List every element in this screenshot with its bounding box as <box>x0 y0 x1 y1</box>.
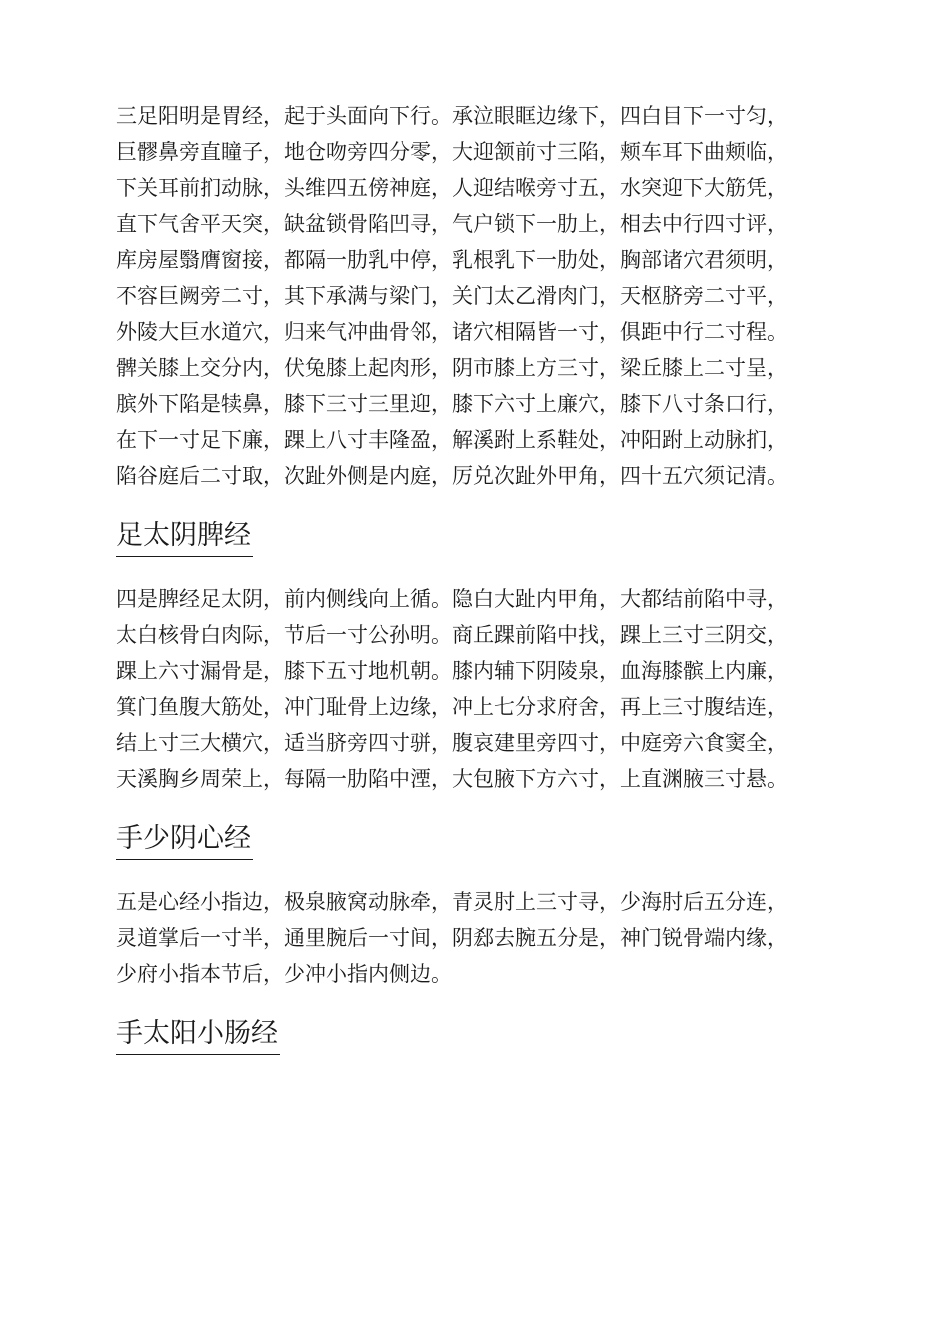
verse-line: 三足阳明是胃经，起于头面向下行。承泣眼眶边缘下，四白目下一寸匀， <box>116 104 788 128</box>
verse-line: 灵道掌后一寸半，通里腕后一寸间，阴郄去腕五分是，神门锐骨端内缘， <box>116 926 788 950</box>
verse-line: 陷谷庭后二寸取，次趾外侧是内庭，厉兑次趾外甲角，四十五穴须记清。 <box>116 464 788 488</box>
stomach-meridian-verse <box>116 98 836 494</box>
verse-line: 库房屋翳膺窗接，都隔一肋乳中停，乳根乳下一肋处，胸部诸穴君须明， <box>116 248 788 272</box>
heart-meridian-verse <box>116 884 836 992</box>
verse-line: 髀关膝上交分内，伏兔膝上起肉形，阴市膝上方三寸，梁丘膝上二寸呈， <box>116 356 788 380</box>
verse-line: 下关耳前扪动脉，头维四五傍神庭，人迎结喉旁寸五，水突迎下大筋凭， <box>116 176 788 200</box>
document-page <box>116 98 836 1055</box>
section-heading-heart: 手少阴心经 <box>116 819 253 860</box>
verse-line: 五是心经小指边，极泉腋窝动脉牵，青灵肘上三寸寻，少海肘后五分连， <box>116 890 788 914</box>
section-heading-wrap <box>116 1014 836 1055</box>
verse-line: 在下一寸足下廉，踝上八寸丰隆盈，解溪跗上系鞋处，冲阳跗上动脉扪， <box>116 428 788 452</box>
verse-line: 四是脾经足太阴，前内侧线向上循。隐白大趾内甲角，大都结前陷中寻， <box>116 587 788 611</box>
verse-line: 结上寸三大横穴，适当脐旁四寸骈，腹哀建里旁四寸，中庭旁六食窦全， <box>116 731 788 755</box>
section-heading-wrap <box>116 516 836 557</box>
verse-line: 箕门鱼腹大筋处，冲门耻骨上边缘，冲上七分求府舍，再上三寸腹结连， <box>116 695 788 719</box>
section-heading-small-intestine: 手太阳小肠经 <box>116 1014 280 1055</box>
verse-line: 踝上六寸漏骨是，膝下五寸地机朝。膝内辅下阴陵泉，血海膝髌上内廉， <box>116 659 788 683</box>
verse-line: 太白核骨白肉际，节后一寸公孙明。商丘踝前陷中找，踝上三寸三阴交， <box>116 623 788 647</box>
section-heading-wrap <box>116 819 836 860</box>
verse-line: 直下气舍平天突，缺盆锁骨陷凹寻，气户锁下一肋上，相去中行四寸评， <box>116 212 788 236</box>
verse-line: 外陵大巨水道穴，归来气冲曲骨邻，诸穴相隔皆一寸，俱距中行二寸程。 <box>116 320 788 344</box>
spleen-meridian-verse <box>116 581 836 797</box>
verse-line: 天溪胸乡周荣上，每隔一肋陷中湮，大包腋下方六寸，上直渊腋三寸悬。 <box>116 767 788 791</box>
section-heading-spleen: 足太阴脾经 <box>116 516 253 557</box>
verse-line: 巨髎鼻旁直瞳子，地仓吻旁四分零，大迎颔前寸三陷，颊车耳下曲颊临， <box>116 140 788 164</box>
verse-line: 少府小指本节后，少冲小指内侧边。 <box>116 962 452 986</box>
verse-line: 不容巨阙旁二寸，其下承满与梁门，关门太乙滑肉门，天枢脐旁二寸平， <box>116 284 788 308</box>
verse-line: 膑外下陷是犊鼻，膝下三寸三里迎，膝下六寸上廉穴，膝下八寸条口行， <box>116 392 788 416</box>
